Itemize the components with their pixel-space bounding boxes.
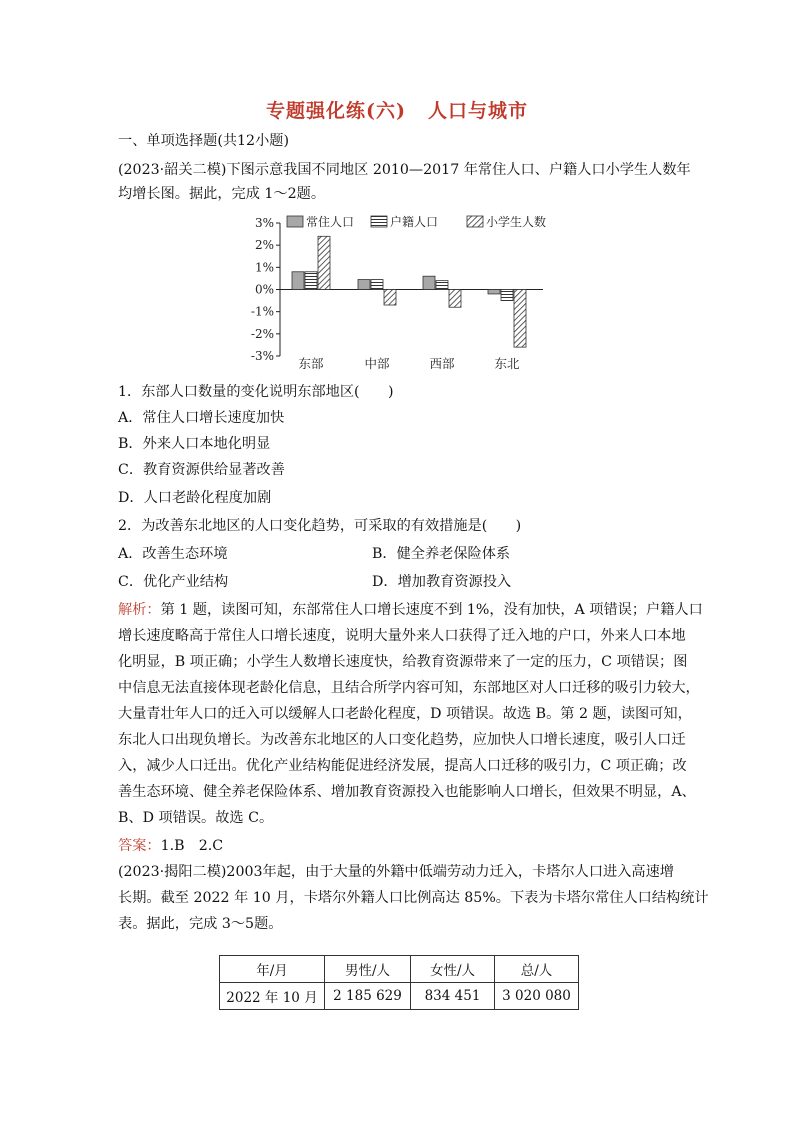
analysis-line-5: 大量青壮年人口的迁入可以缓解人口老龄化程度，D 项错误。故选 B。第 2 题，读图可知， [118, 706, 692, 722]
legend-swatch [371, 216, 387, 227]
analysis-line-4: 中信息无法直接体现老龄化信息，且结合所学内容可知，东部地区对人口迁移的吸引力较大， [118, 680, 700, 696]
legend-label: 小学生人数 [486, 215, 547, 229]
analysis-line-3: 化明显，B 项正确；小学生人数增长速度快，给教育资源带来了一定的压力，C 项错误；图 [118, 654, 688, 670]
y-tick-label: 0% [254, 282, 274, 297]
table-cell: 834 451 [411, 983, 495, 1010]
answer-label: 答案： [118, 838, 161, 854]
y-tick-label: -1% [250, 304, 274, 319]
q2-option-d[interactable]: D．增加教育资源投入 [372, 574, 512, 590]
analysis-line-8: 善生态环境、健全养老保险体系、增加教育资源投入也能影响人口增长，但效果不明显，A、 [118, 784, 696, 800]
bar [384, 290, 396, 306]
legend-swatch [467, 216, 483, 227]
bar [318, 236, 330, 289]
table-header-row [220, 956, 579, 983]
legend-label: 常住人口 [306, 215, 355, 229]
y-tick-label: 2% [254, 238, 274, 253]
bar [501, 290, 513, 301]
legend-label: 户籍人口 [390, 215, 439, 229]
q1-option-d[interactable]: D．人口老龄化程度加剧 [118, 490, 272, 506]
section-heading: 一、单项选择题(共12小题) [118, 133, 289, 149]
x-tick-label: 西部 [429, 356, 455, 371]
bar [371, 280, 383, 290]
bar [488, 290, 500, 294]
table-header: 男性/人 [325, 956, 411, 983]
q1-option-c[interactable]: C．教育资源供给显著改善 [118, 462, 285, 478]
bar [423, 276, 435, 289]
table-header: 女性/人 [411, 956, 495, 983]
answer-value: 1.B 2.C [160, 838, 224, 854]
y-tick-label: 1% [254, 260, 274, 275]
analysis-line-9: B、D 项错误。故选 C。 [118, 810, 274, 826]
q1-stem: 1．东部人口数量的变化说明东部地区( ) [118, 384, 394, 400]
table-row [220, 983, 579, 1010]
q2-option-c[interactable]: C．优化产业结构 [118, 574, 229, 590]
intro1-line-1: (2023·韶关二模)下图示意我国不同地区 2010—2017 年常住人口、户籍人口小学生人数年 [118, 162, 691, 178]
analysis-label: 解析： [118, 602, 161, 618]
table-cell: 2 185 629 [325, 983, 411, 1010]
bar [449, 290, 461, 308]
y-tick-label: -3% [250, 349, 274, 363]
q1-option-b[interactable]: B．外来人口本地化明显 [118, 436, 271, 452]
population-table [219, 955, 579, 1010]
table-cell: 3 020 080 [495, 983, 579, 1010]
analysis-line-6: 东北人口出现负增长。为改善东北地区的人口变化趋势，应加快人口增长速度，吸引人口迁 [118, 732, 686, 748]
x-tick-label: 东北 [494, 356, 520, 371]
bar [292, 272, 304, 290]
bar [514, 290, 526, 348]
table-header: 总/人 [495, 956, 579, 983]
q2-option-b[interactable]: B．健全养老保险体系 [372, 546, 511, 562]
analysis-line-2: 增长速度略高于常住人口增长速度，说明大量外来人口获得了迁入地的户口，外来人口本地 [118, 628, 686, 644]
analysis-line-7: 入，减少人口迁出。优化产业结构能促进经济发展，提高人口迁移的吸引力，C 项正确；改 [118, 758, 687, 774]
y-tick-label: -2% [250, 326, 274, 341]
y-tick-label: 3% [254, 216, 274, 230]
page-title: 专题强化练(六) 人口与城市 [266, 100, 528, 122]
x-tick-label: 中部 [364, 356, 390, 371]
bar [436, 281, 448, 290]
bar-chart [238, 206, 558, 376]
intro2-line-2: 长期。截至 2022 年 10 月，卡塔尔外籍人口比例高达 85%。下表为卡塔尔常住人口结构统计 [118, 890, 709, 906]
bar [358, 280, 370, 290]
intro2-line-1: (2023·揭阳二模)2003年起，由于大量的外籍中低端劳动力迁入，卡塔尔人口进入高速增 [118, 864, 674, 880]
q1-option-a[interactable]: A．常住人口增长速度加快 [118, 410, 285, 426]
answer-line [118, 836, 223, 856]
bar [305, 272, 317, 290]
analysis-line-1: 解析：第 1 题，读图可知，东部常住人口增长速度不到 1%，没有加快，A 项错误；户籍人口 [118, 602, 703, 618]
q2-stem: 2．为改善东北地区的人口变化趋势，可采取的有效措施是( ) [118, 518, 522, 534]
x-tick-label: 东部 [298, 356, 324, 371]
intro2-line-3: 表。据此，完成 3～5题。 [118, 916, 283, 932]
q2-option-a[interactable]: A．改善生态环境 [118, 546, 228, 562]
intro1-line-2: 均增长图。据此，完成 1～2题。 [118, 186, 326, 202]
table-header: 年/月 [220, 956, 325, 983]
table-cell: 2022 年 10 月 [220, 983, 325, 1010]
legend-swatch [287, 216, 303, 227]
